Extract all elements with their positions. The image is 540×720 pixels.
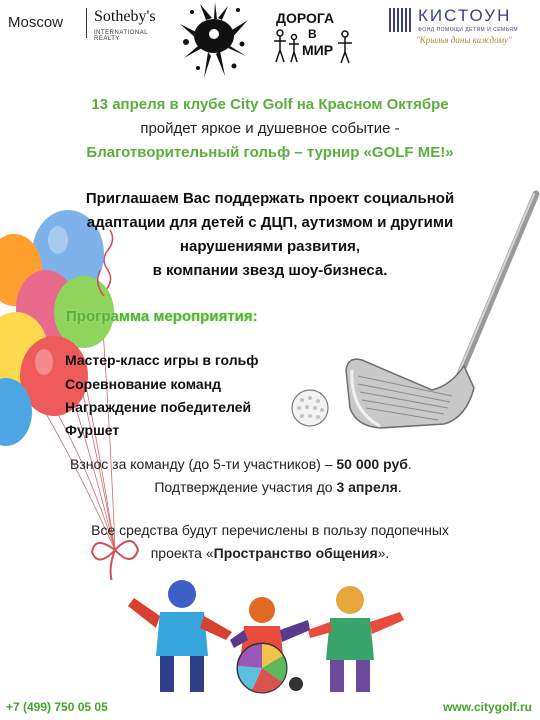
logo-divider [86,8,87,38]
funds-prefix: проекта « [150,545,214,561]
doroga-figures-icon [272,28,302,66]
doroga-line-1: ДОРОГА [276,10,335,26]
keystone-logo [388,6,534,48]
funds-suffix: ». [377,545,390,561]
funds-line-2 [0,545,540,561]
sothebys-subtitle: INTERNATIONAL REALTY [94,30,148,42]
fee-line [70,456,412,472]
golf-ball-illustration [288,388,334,428]
keystone-subtitle: ФОНД ПОМОЩИ ДЕТЯМ И СЕМЬЯМ [418,27,519,33]
fee-amount: 50 000 руб [336,456,408,472]
confirm-suffix: . [397,479,402,495]
program-item: Фуршет [65,422,120,438]
doroga-v-mir-logo [272,8,356,66]
keystone-bars-icon [388,6,412,34]
program-item: Награждение победителей [65,399,252,415]
confirm-date: 3 апреля [336,479,398,495]
headline-line-2: пройдет яркое и душевное событие - [140,120,400,137]
children-illustration [112,572,412,694]
headline-line-1: 13 апреля в клубе City Golf на Красном Октябре [91,96,449,113]
headline-line-3: Благотворительный гольф – турнир «GOLF ME!» [86,144,454,161]
program-title: Программа мероприятия: [66,308,258,325]
fee-prefix: Взнос за команду (до 5-ти участников) – [70,456,337,472]
invitation-line-2: адаптации для детей с ДЦП, аутизмом и другими [86,214,454,231]
keystone-name: КИСТОУН [418,6,512,25]
sothebys-city: Moscow [8,14,64,31]
doroga-line-2: В [308,27,317,41]
funds-line-1: Все средства будут перечислены в пользу подопечных [91,522,449,538]
program-item: Соревнование команд [65,376,222,392]
confirm-prefix: Подтверждение участия до [154,479,337,495]
doroga-line-3: МИР [302,42,334,58]
sothebys-name: Sotheby's [94,8,156,25]
invitation-line-1: Приглашаем Вас поддержать проект социальной [85,190,455,207]
invitation-line-3: нарушениями развития, [179,238,361,255]
splash-logo-icon [178,2,250,80]
sothebys-logo [6,6,172,40]
keystone-tagline: "Крылья даны каждому" [416,35,512,45]
funds-project: Пространство общения [213,545,378,561]
footer-phone[interactable]: +7 (499) 750 05 05 [6,700,108,714]
fee-suffix: . [407,456,412,472]
program-item: Мастер-класс игры в гольф [65,352,259,368]
confirm-line [8,479,540,495]
footer-website-link[interactable]: www.citygolf.ru [443,700,532,714]
doroga-figure-icon [334,28,356,66]
invitation-line-4: в компании звезд шоу-бизнеса. [152,262,388,279]
